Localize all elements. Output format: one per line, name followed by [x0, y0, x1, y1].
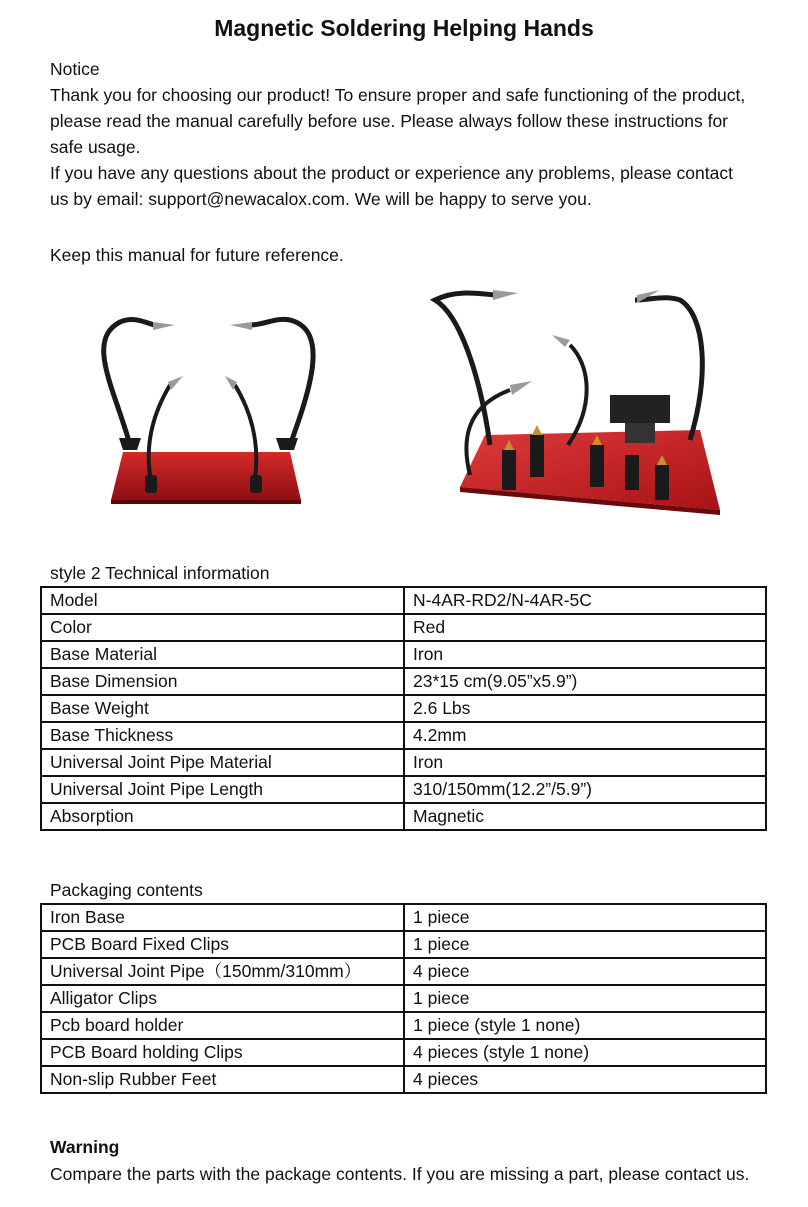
- table-cell-value: 310/150mm(12.2”/5.9”): [404, 776, 766, 803]
- table-row: [41, 1039, 766, 1066]
- table-row: [41, 614, 766, 641]
- table-row: [41, 776, 766, 803]
- table-cell-value: 1 piece: [404, 985, 766, 1012]
- table-cell-label: Base Dimension: [41, 668, 404, 695]
- table-cell-label: Absorption: [41, 803, 404, 830]
- table-row: [41, 641, 766, 668]
- table-row: [41, 722, 766, 749]
- table-cell-value: Iron: [404, 641, 766, 668]
- alligator-clip: [153, 322, 175, 330]
- notice-section: [50, 56, 765, 212]
- alligator-clip: [230, 322, 252, 330]
- table-row: [41, 1066, 766, 1093]
- table-cell-label: Universal Joint Pipe Material: [41, 749, 404, 776]
- warning-text: Compare the parts with the package contents. If you are missing a part, please contact us.: [50, 1164, 750, 1184]
- table-cell-label: Universal Joint Pipe Length: [41, 776, 404, 803]
- alligator-clip: [493, 290, 518, 300]
- table-row: [41, 1012, 766, 1039]
- packaging-table-label: Packaging contents: [50, 880, 203, 900]
- table-cell-value: 2.6 Lbs: [404, 695, 766, 722]
- table-row: [41, 803, 766, 830]
- joint-pipe: [435, 293, 495, 445]
- iron-base: [111, 452, 301, 500]
- table-cell-value: 4 piece: [404, 958, 766, 985]
- table-row: [41, 931, 766, 958]
- table-cell-value: 4 pieces: [404, 1066, 766, 1093]
- notice-line: Thank you for choosing our product! To ensure proper and safe functioning of the product,: [50, 85, 746, 105]
- table-cell-label: Alligator Clips: [41, 985, 404, 1012]
- warning-title: Warning: [50, 1137, 120, 1157]
- product-image-style-1: [75, 300, 335, 510]
- table-cell-label: Pcb board holder: [41, 1012, 404, 1039]
- alligator-clip: [552, 335, 570, 347]
- page-title: Magnetic Soldering Helping Hands: [214, 15, 594, 41]
- table-row: [41, 904, 766, 931]
- table-cell-label: Base Weight: [41, 695, 404, 722]
- table-row: [41, 587, 766, 614]
- table-cell-value: Red: [404, 614, 766, 641]
- table-cell-value: 4.2mm: [404, 722, 766, 749]
- table-cell-value: Iron: [404, 749, 766, 776]
- table-cell-label: Base Thickness: [41, 722, 404, 749]
- alligator-clip: [510, 381, 532, 395]
- table-row: [41, 985, 766, 1012]
- product-image-style-2: [420, 275, 720, 525]
- table-cell-value: 23*15 cm(9.05”x5.9”): [404, 668, 766, 695]
- table-row: [41, 749, 766, 776]
- table-cell-label: Universal Joint Pipe（150mm/310mm）: [41, 958, 404, 985]
- table-row: [41, 668, 766, 695]
- table-cell-label: Non-slip Rubber Feet: [41, 1066, 404, 1093]
- joint-pipe: [250, 319, 313, 445]
- table-row: [41, 695, 766, 722]
- table-row: [41, 958, 766, 985]
- pcb-board-holder: [610, 395, 670, 423]
- notice-line: If you have any questions about the product or experience any problems, please contact: [50, 163, 733, 183]
- alligator-clip: [168, 376, 183, 390]
- joint-pipe: [568, 345, 587, 445]
- table-cell-value: 1 piece: [404, 931, 766, 958]
- specs-table-label: style 2 Technical information: [50, 563, 270, 583]
- table-cell-label: Base Material: [41, 641, 404, 668]
- notice-line: please read the manual carefully before use. Please always follow these instructions for: [50, 111, 729, 131]
- table-cell-label: PCB Board Fixed Clips: [41, 931, 404, 958]
- table-cell-label: Color: [41, 614, 404, 641]
- keep-manual-note: Keep this manual for future reference.: [50, 245, 344, 265]
- joint-pipe: [104, 320, 155, 445]
- packaging-table: [40, 903, 767, 1094]
- table-cell-value: N-4AR-RD2/N-4AR-5C: [404, 587, 766, 614]
- table-cell-value: 1 piece: [404, 904, 766, 931]
- notice-heading: Notice: [50, 59, 100, 79]
- table-cell-label: Iron Base: [41, 904, 404, 931]
- table-cell-label: PCB Board holding Clips: [41, 1039, 404, 1066]
- table-cell-label: Model: [41, 587, 404, 614]
- table-cell-value: 1 piece (style 1 none): [404, 1012, 766, 1039]
- table-cell-value: 4 pieces (style 1 none): [404, 1039, 766, 1066]
- notice-line: safe usage.: [50, 137, 141, 157]
- specs-table: [40, 586, 767, 831]
- table-cell-value: Magnetic: [404, 803, 766, 830]
- notice-line: us by email: support@newacalox.com. We will be happy to serve you.: [50, 189, 592, 209]
